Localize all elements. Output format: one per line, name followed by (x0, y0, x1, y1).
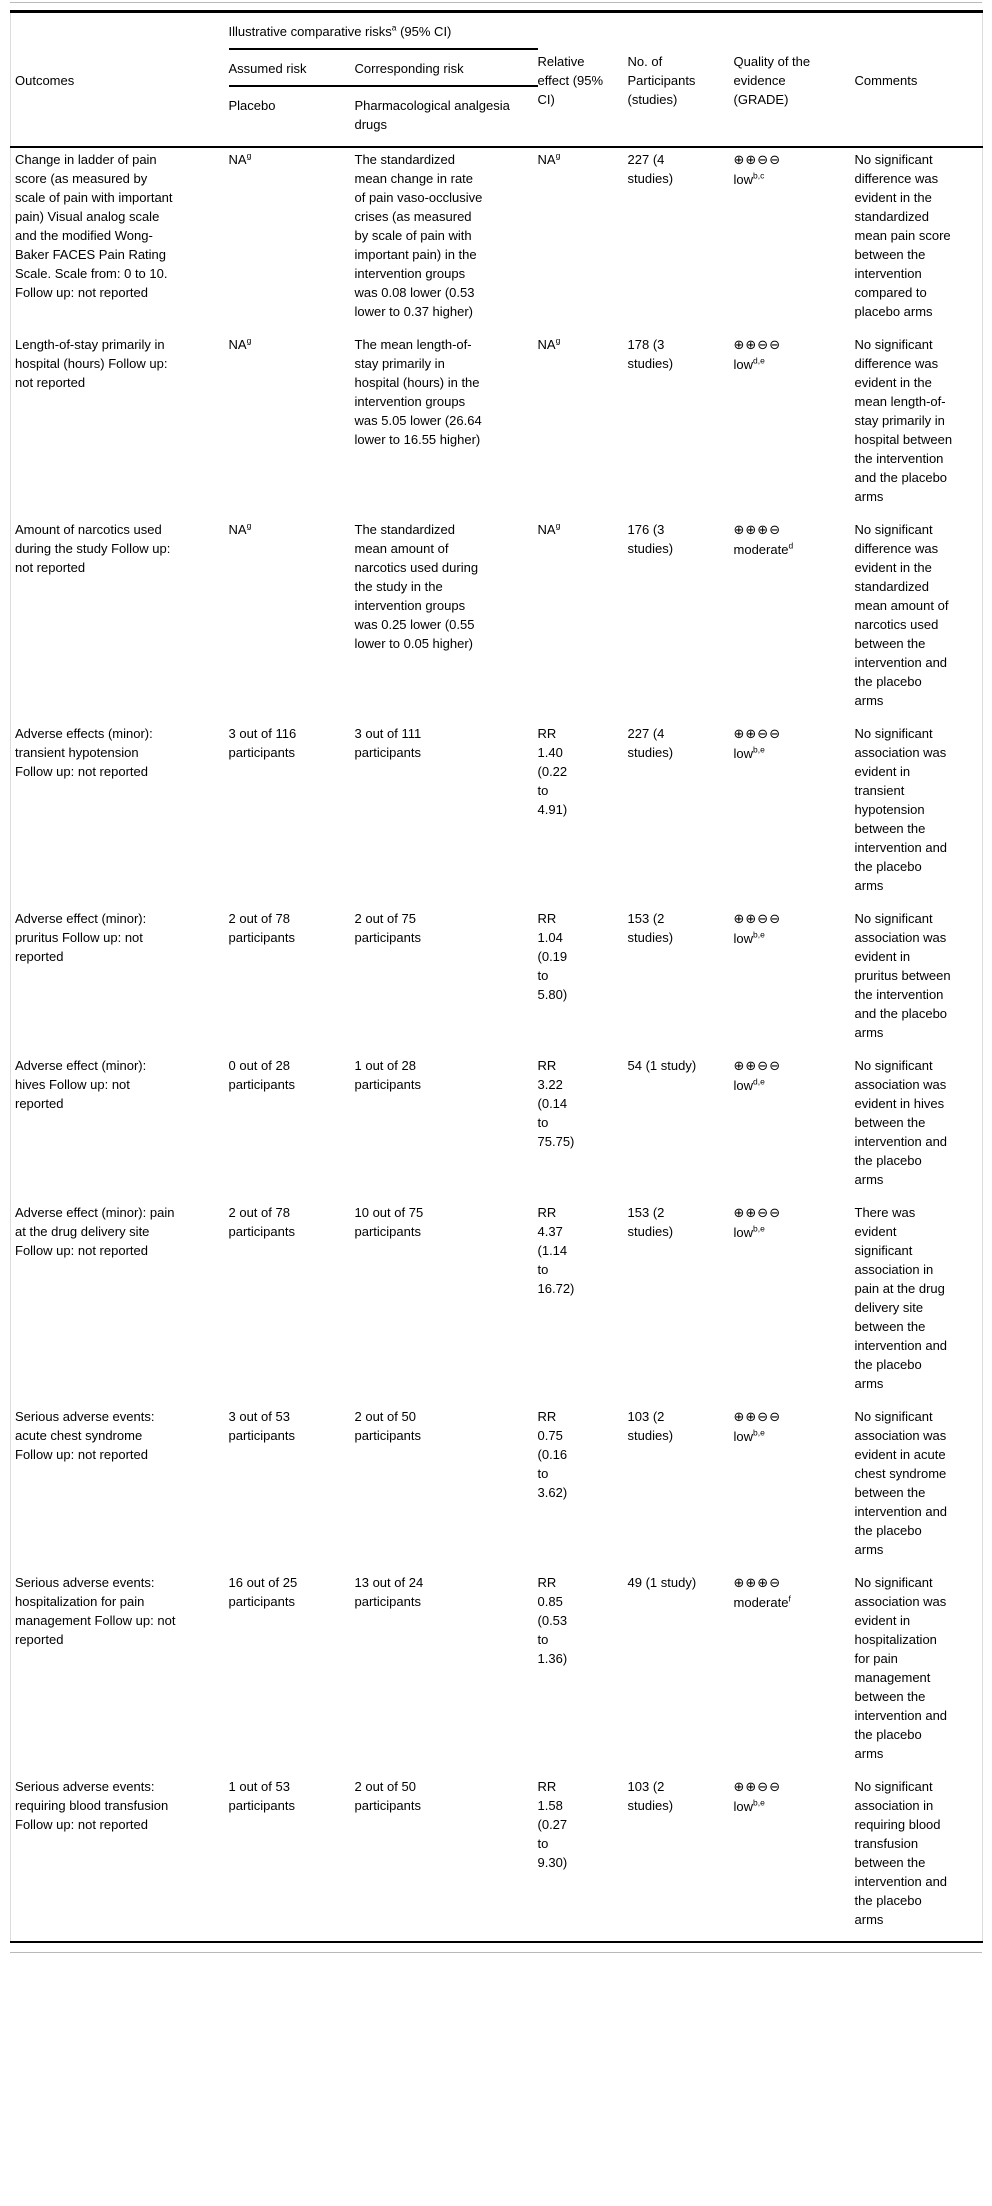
table-row (11, 1775, 983, 1942)
footnote-ref: g (246, 150, 252, 161)
cell-comments: No significant association was evident in hospitalization for pain management between the intervention and the placebo arms (854, 1575, 948, 1761)
relative-effect-value: RR 4.37 (1.14 to 16.72) (537, 1205, 575, 1296)
cell-relative-effect (538, 1405, 628, 1571)
footnote-ref: b,e (753, 1223, 765, 1234)
footnote-ref: g (555, 335, 561, 346)
grade-rating-label: moderate (733, 542, 789, 557)
cell-outcome: Length-of-stay primarily in hospital (hours) Follow up: not reported (15, 337, 168, 390)
grade-rating-symbols: ⊕⊕⊖⊖ (733, 1410, 782, 1425)
grade-rating-label: low (733, 1225, 754, 1240)
footnote-ref: g (555, 150, 561, 161)
cell-assumed-risk (229, 722, 355, 907)
cell-relative-effect (538, 147, 628, 333)
table-row (11, 1054, 983, 1201)
assumed-risk-value: 2 out of 78 participants (228, 911, 295, 945)
relative-effect-value: RR 1.58 (0.27 to 9.30) (537, 1779, 568, 1870)
cell-corresponding-risk: 3 out of 111 participants (354, 726, 422, 760)
table-row (11, 1571, 983, 1775)
footnote-ref: b,e (753, 744, 765, 755)
grade-rating-symbols: ⊕⊕⊖⊖ (733, 338, 782, 353)
grade-rating-label: low (733, 1078, 754, 1093)
relative-effect-value: RR 0.75 (0.16 to 3.62) (537, 1409, 568, 1500)
header-quality: Quality of the evidence (GRADE) (733, 54, 811, 107)
cell-outcome: Serious adverse events: hospitalization for pain management Follow up: not reported (15, 1575, 176, 1647)
cell-quality (734, 1775, 855, 1942)
cell-participants: 227 (4 studies) (627, 726, 674, 760)
table-row (11, 147, 983, 333)
table-row (11, 907, 983, 1054)
cell-comments: No significant difference was evident in the mean length-of-stay primarily in hospital between the intervention and the placebo arms (854, 337, 953, 504)
cell-quality (734, 1201, 855, 1405)
cell-assumed-risk (229, 1571, 355, 1775)
table-row (11, 333, 983, 518)
footnote-ref: g (246, 335, 252, 346)
grade-rating-label: moderate (733, 1595, 789, 1610)
footnote-ref: g (246, 520, 252, 531)
cell-outcome: Adverse effect (minor): hives Follow up: not reported (15, 1058, 147, 1111)
page-bottom-rule (10, 1943, 982, 1953)
cell-participants: 49 (1 study) (627, 1575, 697, 1590)
assumed-risk-value: NA (228, 522, 247, 537)
cell-outcome: Amount of narcotics used during the study Follow up: not reported (15, 522, 171, 575)
header-corresponding-risk: Corresponding risk (355, 49, 538, 86)
cell-corresponding-risk: The standardized mean amount of narcotics used during the study in the intervention groups was 0.25 lower (0.55 lower to 0.05 higher) (354, 522, 479, 651)
cell-assumed-risk (229, 147, 355, 333)
table-row (11, 1405, 983, 1571)
cell-relative-effect (538, 1201, 628, 1405)
cell-comments: No significant difference was evident in the standardized mean amount of narcotics used between the intervention and the placebo arms (854, 522, 949, 708)
cell-corresponding-risk: 10 out of 75 participants (354, 1205, 424, 1239)
cell-corresponding-risk: The standardized mean change in rate of pain vaso-occlusive crises (as measured by scale of pain with important pain) in the intervention groups was 0.08 lower (0.53 lower to 0.37 higher) (354, 152, 483, 319)
footnote-ref: d,e (753, 355, 765, 366)
table-header (11, 12, 983, 148)
grade-rating-symbols: ⊕⊕⊖⊖ (733, 1206, 782, 1221)
table-body (11, 147, 983, 1942)
cell-comments: No significant association was evident in acute chest syndrome between the intervention and the placebo arms (854, 1409, 948, 1557)
grade-rating-label: low (733, 931, 754, 946)
header-comments: Comments (854, 73, 918, 88)
footnote-ref: b,e (753, 1797, 765, 1808)
header-placebo: Placebo (228, 98, 276, 113)
cell-relative-effect (538, 722, 628, 907)
cell-assumed-risk (229, 333, 355, 518)
cell-corresponding-risk: The mean length-of-stay primarily in hospital (hours) in the intervention groups was 5.05 lower (26.64 lower to 16.55 higher) (354, 337, 482, 447)
cell-comments: No significant association was evident in transient hypotension between the intervention and the placebo arms (854, 726, 948, 893)
grade-rating-label: low (733, 1429, 754, 1444)
cell-participants: 153 (2 studies) (627, 911, 674, 945)
grade-rating-label: low (733, 172, 754, 187)
grade-rating-label: low (733, 357, 754, 372)
relative-effect-value: RR 3.22 (0.14 to 75.75) (537, 1058, 575, 1149)
cell-corresponding-risk: 2 out of 75 participants (354, 911, 421, 945)
assumed-risk-value: 16 out of 25 participants (228, 1575, 298, 1609)
header-relative-effect: Relative effect (95% CI) (537, 54, 604, 107)
header-outcomes: Outcomes (15, 73, 75, 88)
footnote-ref: d,e (753, 1076, 765, 1087)
table-row (11, 1201, 983, 1405)
cell-outcome: Adverse effect (minor): pruritus Follow up: not reported (15, 911, 147, 964)
cell-relative-effect (538, 518, 628, 722)
footnote-ref: b,e (753, 1427, 765, 1438)
assumed-risk-value: NA (228, 337, 247, 352)
table-row (11, 722, 983, 907)
header-comparative-risks (229, 12, 538, 50)
cell-corresponding-risk: 1 out of 28 participants (354, 1058, 421, 1092)
cell-corresponding-risk: 2 out of 50 participants (354, 1779, 421, 1813)
header-participants: No. of Participants (studies) (627, 54, 696, 107)
relative-effect-value: NA (537, 522, 556, 537)
header-row-1 (11, 12, 983, 50)
relative-effect-value: RR 0.85 (0.53 to 1.36) (537, 1575, 568, 1666)
cell-participants: 103 (2 studies) (627, 1409, 674, 1443)
summary-of-findings-table (10, 10, 983, 1943)
cell-relative-effect (538, 333, 628, 518)
assumed-risk-value: NA (228, 152, 247, 167)
cell-assumed-risk (229, 1054, 355, 1201)
cell-relative-effect (538, 907, 628, 1054)
cell-quality (734, 1405, 855, 1571)
cell-corresponding-risk: 13 out of 24 participants (354, 1575, 424, 1609)
footnote-ref-a: a (391, 22, 397, 33)
cell-outcome: Adverse effects (minor): transient hypotension Follow up: not reported (15, 726, 153, 779)
assumed-risk-value: 0 out of 28 participants (228, 1058, 295, 1092)
cell-outcome: Serious adverse events: requiring blood transfusion Follow up: not reported (15, 1779, 169, 1832)
grade-rating-symbols: ⊕⊕⊖⊖ (733, 912, 782, 927)
cell-assumed-risk (229, 518, 355, 722)
grade-rating-symbols: ⊕⊕⊕⊖ (733, 1576, 782, 1591)
grade-rating-label: low (733, 1799, 754, 1814)
header-assumed-risk: Assumed risk (229, 49, 355, 86)
cell-quality (734, 907, 855, 1054)
cell-quality (734, 518, 855, 722)
cell-participants: 178 (3 studies) (627, 337, 674, 371)
header-pharmacological: Pharmacological analgesia drugs (354, 98, 510, 132)
cell-participants: 103 (2 studies) (627, 1779, 674, 1813)
cell-quality (734, 722, 855, 907)
relative-effect-value: RR 1.04 (0.19 to 5.80) (537, 911, 568, 1002)
relative-effect-value: NA (537, 337, 556, 352)
cell-participants: 227 (4 studies) (627, 152, 674, 186)
cell-outcome: Serious adverse events: acute chest syndrome Follow up: not reported (15, 1409, 155, 1462)
relative-effect-value: RR 1.40 (0.22 to 4.91) (537, 726, 568, 817)
assumed-risk-value: 3 out of 116 participants (228, 726, 297, 760)
grade-rating-symbols: ⊕⊕⊖⊖ (733, 1780, 782, 1795)
cell-participants: 54 (1 study) (627, 1058, 697, 1073)
comparative-risks-ci: (95% CI) (396, 24, 452, 39)
cell-assumed-risk (229, 1775, 355, 1942)
cell-corresponding-risk: 2 out of 50 participants (354, 1409, 421, 1443)
grade-rating-symbols: ⊕⊕⊖⊖ (733, 727, 782, 742)
cell-quality (734, 1571, 855, 1775)
cell-outcome: Change in ladder of pain score (as measured by scale of pain with important pain) Visual analog scale and the modified Wong-Baker FACES Pain Rating Scale. Scale from: 0 to 10. Follow up: not reported (15, 152, 173, 300)
footnote-ref: b,e (753, 929, 765, 940)
relative-effect-value: NA (537, 152, 556, 167)
grade-rating-symbols: ⊕⊕⊖⊖ (733, 153, 782, 168)
comparative-risks-text: Illustrative comparative risks (228, 24, 392, 39)
assumed-risk-value: 1 out of 53 participants (228, 1779, 295, 1813)
cell-assumed-risk (229, 1405, 355, 1571)
assumed-risk-value: 3 out of 53 participants (228, 1409, 295, 1443)
cell-relative-effect (538, 1054, 628, 1201)
cell-comments: No significant difference was evident in the standardized mean pain score between the intervention compared to placebo arms (854, 152, 951, 319)
cell-assumed-risk (229, 907, 355, 1054)
cell-comments: No significant association was evident in pruritus between the intervention and the placebo arms (854, 911, 951, 1040)
page-top-rule (10, 2, 982, 10)
cell-comments: There was evident significant association in pain at the drug delivery site between the intervention and the placebo arms (854, 1205, 948, 1391)
cell-quality (734, 333, 855, 518)
footnote-ref: b,c (753, 170, 765, 181)
grade-rating-label: low (733, 746, 754, 761)
cell-comments: No significant association in requiring blood transfusion between the intervention and the placebo arms (854, 1779, 948, 1927)
cell-comments: No significant association was evident in hives between the intervention and the placebo arms (854, 1058, 948, 1187)
cell-participants: 176 (3 studies) (627, 522, 674, 556)
assumed-risk-value: 2 out of 78 participants (228, 1205, 295, 1239)
footnote-ref: f (788, 1593, 791, 1604)
cell-relative-effect (538, 1775, 628, 1942)
cell-assumed-risk (229, 1201, 355, 1405)
table-row (11, 518, 983, 722)
grade-rating-symbols: ⊕⊕⊖⊖ (733, 1059, 782, 1074)
footnote-ref: g (555, 520, 561, 531)
footnote-ref: d (788, 540, 794, 551)
cell-quality (734, 1054, 855, 1201)
cell-relative-effect (538, 1571, 628, 1775)
grade-rating-symbols: ⊕⊕⊕⊖ (733, 523, 782, 538)
cell-quality (734, 147, 855, 333)
cell-outcome: Adverse effect (minor): pain at the drug delivery site Follow up: not reported (15, 1205, 175, 1258)
cell-participants: 153 (2 studies) (627, 1205, 674, 1239)
